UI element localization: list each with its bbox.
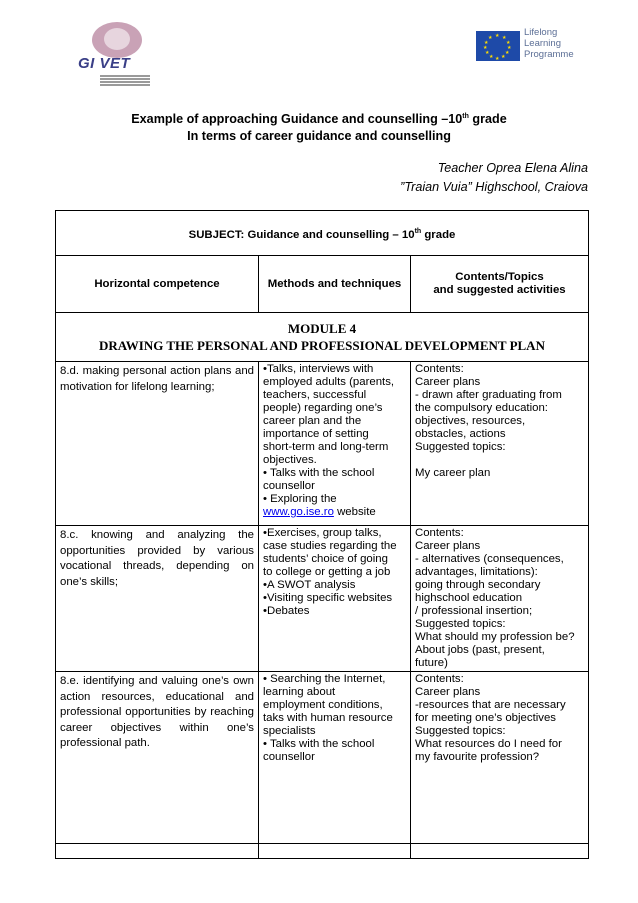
contents-cell: [411, 526, 589, 672]
contents-line: highschool education: [415, 592, 523, 604]
contents-line: Suggested topics:: [415, 725, 506, 737]
module-title: DRAWING THE PERSONAL AND PROFESSIONAL DEVELOPMENT PLAN: [99, 338, 545, 353]
givet-logo-text: GI VET: [78, 55, 131, 72]
module-heading: [56, 313, 589, 362]
contents-line: What should my profession be?: [415, 631, 575, 643]
empty-cell: [411, 844, 589, 859]
methods-line: • Talks with the school: [263, 738, 375, 750]
table-row: [56, 526, 589, 672]
table-row: [56, 672, 589, 844]
methods-line: learning about: [263, 686, 336, 698]
methods-line: objectives.: [263, 454, 317, 466]
lifelong-learning-text: [524, 27, 574, 60]
methods-cell: [259, 526, 411, 672]
contents-line: Career plans: [415, 686, 481, 698]
methods-line: teachers, successful: [263, 389, 367, 401]
spacer: [415, 454, 584, 467]
methods-line: to college or getting a job: [263, 566, 391, 578]
subject-end: grade: [421, 228, 456, 241]
contents-line: my favourite profession?: [415, 751, 540, 763]
contents-line: / professional insertion;: [415, 605, 533, 617]
competence-cell: 8.c. knowing and analyzing the opportunities provided by various vocational threads, depending on one’s skills;: [56, 526, 259, 672]
logo-line-2: Learning: [524, 38, 561, 49]
contents-line: Career plans: [415, 376, 481, 388]
methods-line: employed adults (parents,: [263, 376, 395, 388]
eu-flag-icon: ★ ★ ★ ★ ★ ★ ★ ★ ★ ★ ★ ★: [476, 31, 520, 61]
contents-line: obstacles, actions: [415, 428, 506, 440]
contents-line: objectives, resources,: [415, 415, 526, 427]
contents-line: Contents:: [415, 527, 464, 539]
header-contents: [411, 256, 589, 313]
contents-line: What resources do I need for: [415, 738, 562, 750]
contents-line: Career plans: [415, 540, 481, 552]
methods-line: employment conditions,: [263, 699, 383, 711]
contents-line: My career plan: [415, 467, 491, 479]
givet-logo: [78, 22, 160, 80]
website-line: [263, 506, 406, 519]
header-contents-line1: Contents/Topics: [455, 271, 544, 283]
author-school: ”Traian Vuia” Highschool, Craiova: [400, 180, 588, 194]
contents-line: advantages, limitations):: [415, 566, 538, 578]
contents-line: future): [415, 657, 448, 669]
title-main: Example of approaching Guidance and counselling –10: [131, 112, 463, 126]
givet-logo-mark: [92, 22, 142, 58]
contents-line: going through secondary: [415, 579, 541, 591]
competence-cell: 8.d. making personal action plans and motivation for lifelong learning;: [56, 362, 259, 526]
methods-line: •Visiting specific websites: [263, 592, 393, 604]
contents-line: for meeting one’s objectives: [415, 712, 556, 724]
methods-cell: [259, 672, 411, 844]
methods-line: •A SWOT analysis: [263, 579, 356, 591]
document-title: [0, 112, 638, 126]
contents-line: Suggested topics:: [415, 441, 506, 453]
methods-line: •Talks, interviews with: [263, 363, 374, 375]
subject-main: SUBJECT: Guidance and counselling – 10: [188, 228, 415, 241]
logo-line-3: Programme: [524, 49, 574, 60]
competence-cell: 8.e. identifying and valuing one’s own action resources, educational and professional opportunities by reaching career objectives within one’s professional path.: [56, 672, 259, 844]
methods-line: taks with human resource: [263, 712, 393, 724]
contents-line: - alternatives (consequences,: [415, 553, 564, 565]
givet-logo-tagline: [100, 74, 150, 88]
lifelong-learning-logo: [476, 27, 588, 67]
methods-line: students’ choice of going: [263, 553, 388, 565]
contents-line: the compulsory education:: [415, 402, 548, 414]
methods-line: •Debates: [263, 605, 310, 617]
table-row-empty: [56, 844, 589, 859]
title-end: grade: [468, 112, 507, 126]
logo-line-1: Lifelong: [524, 27, 558, 38]
table-row: [56, 362, 589, 526]
website-suffix: website: [333, 506, 376, 518]
contents-line: Contents:: [415, 673, 464, 685]
contents-cell: [411, 672, 589, 844]
website-link[interactable]: www.go.ise.ro: [263, 506, 334, 518]
contents-line: Contents:: [415, 363, 464, 375]
contents-line: Suggested topics:: [415, 618, 506, 630]
module-number: MODULE 4: [287, 321, 357, 336]
document-subtitle: In terms of career guidance and counselling: [187, 129, 451, 143]
empty-cell: [56, 844, 259, 859]
title-sup: th: [462, 112, 469, 120]
methods-line: career plan and the: [263, 415, 362, 427]
subject-sup: th: [414, 227, 422, 235]
methods-line: specialists: [263, 725, 316, 737]
methods-line: •Exercises, group talks,: [263, 527, 382, 539]
header-horizontal-competence: Horizontal competence: [56, 256, 259, 313]
methods-line: people) regarding one’s: [263, 402, 383, 414]
methods-line: case studies regarding the: [263, 540, 397, 552]
methods-line: • Searching the Internet,: [263, 673, 386, 685]
contents-cell: [411, 362, 589, 526]
methods-cell: [259, 362, 411, 526]
methods-line: short-term and long-term: [263, 441, 389, 453]
author-name: Teacher Oprea Elena Alina: [437, 161, 588, 175]
curriculum-table: [55, 210, 589, 859]
contents-line: - drawn after graduating from: [415, 389, 562, 401]
contents-line: -resources that are necessary: [415, 699, 566, 711]
header-methods: Methods and techniques: [259, 256, 411, 313]
subject-row: [56, 211, 589, 256]
methods-line: counsellor: [263, 751, 315, 763]
methods-line: • Exploring the: [263, 493, 337, 505]
contents-line: About jobs (past, present,: [415, 644, 545, 656]
methods-line: counsellor: [263, 480, 315, 492]
methods-line: • Talks with the school: [263, 467, 375, 479]
methods-line: importance of setting: [263, 428, 369, 440]
header-contents-line2: and suggested activities: [433, 284, 566, 296]
empty-cell: [259, 844, 411, 859]
